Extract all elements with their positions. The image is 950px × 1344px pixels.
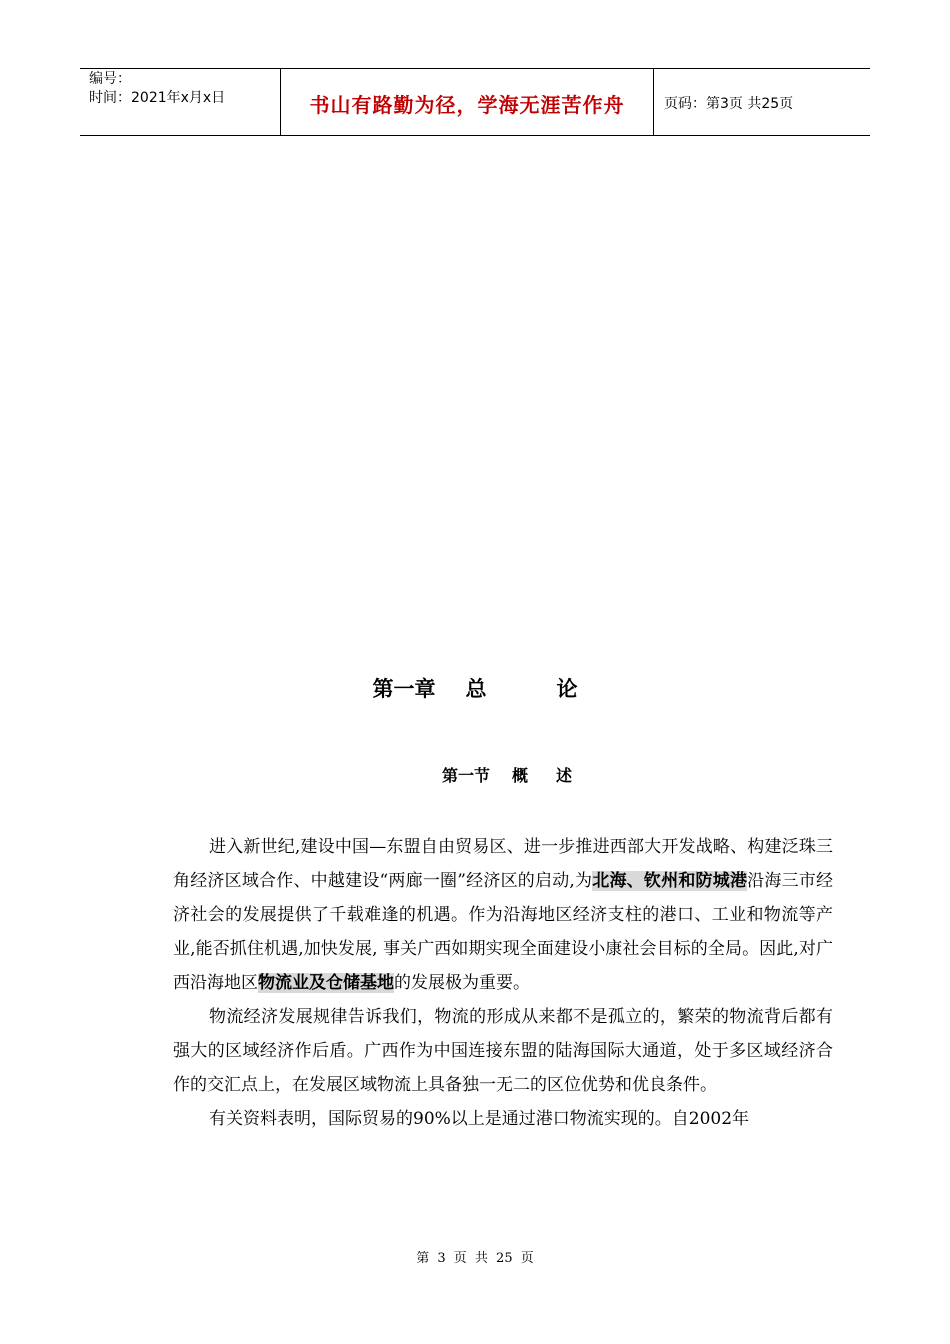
section-number: 第一节: [441, 766, 490, 785]
highlight-cities: 北海、钦州和防城港: [592, 871, 748, 891]
paragraph-3: 有关资料表明，国际贸易的90%以上是通过港口物流实现的。自2002年: [209, 1109, 750, 1129]
page-header: [80, 68, 870, 136]
paragraph-1: [173, 830, 833, 1000]
paragraph-2: 物流经济发展规律告诉我们，物流的形成从来都不是孤立的，繁荣的物流背后都有强大的区域经济作后盾。广西作为中国连接东盟的陆海国际大通道，处于多区域经济合作的交汇点上，在发展区域物流上具备独一无二的区位优势和优良条件。: [173, 1007, 833, 1095]
date-label: 时间：2021年x月x日: [89, 90, 226, 106]
chapter-title-char-2: 论: [556, 677, 578, 701]
chapter-title-char-1: 总: [465, 677, 487, 701]
paragraph-1-text-b: 沿海三市经济社会的发展提供了千载难逢的机遇。作为沿海地区经济支柱的港口、工业和物流等产业,能否抓住机遇,加快发展, 事关广西如期实现全面建设小康社会目标的全局。因此,对广西沿海地区: [173, 871, 834, 993]
section-title-char-2: 述: [556, 766, 573, 785]
paragraph-1-text-c: 的发展极为重要。: [394, 973, 530, 993]
page-footer: 第 3 页 共 25 页: [416, 1251, 534, 1266]
chapter-number: 第一章: [372, 677, 436, 701]
section-title: [0, 763, 950, 786]
header-motto-cell: [281, 69, 654, 135]
header-meta-cell: [80, 69, 281, 135]
chapter-title: [0, 673, 950, 703]
section-title-char-1: 概: [511, 766, 528, 785]
page-info: 页码：第3页 共25页: [664, 96, 794, 112]
motto-text: 书山有路勤为径，学海无涯苦作舟: [309, 93, 625, 117]
highlight-logistics-base: 物流业及仓储基地: [258, 973, 394, 993]
paragraph-1-text-a: 进入新世纪,建设中国—东盟自由贸易区、进一步推进西部大开发战略、构建泛珠三角经济区域合作、中越建设“两廊一圈”经济区的启动,为: [173, 837, 833, 891]
body-text: [173, 830, 833, 1136]
header-page-cell: [654, 69, 870, 135]
number-label: 编号：: [89, 71, 131, 87]
